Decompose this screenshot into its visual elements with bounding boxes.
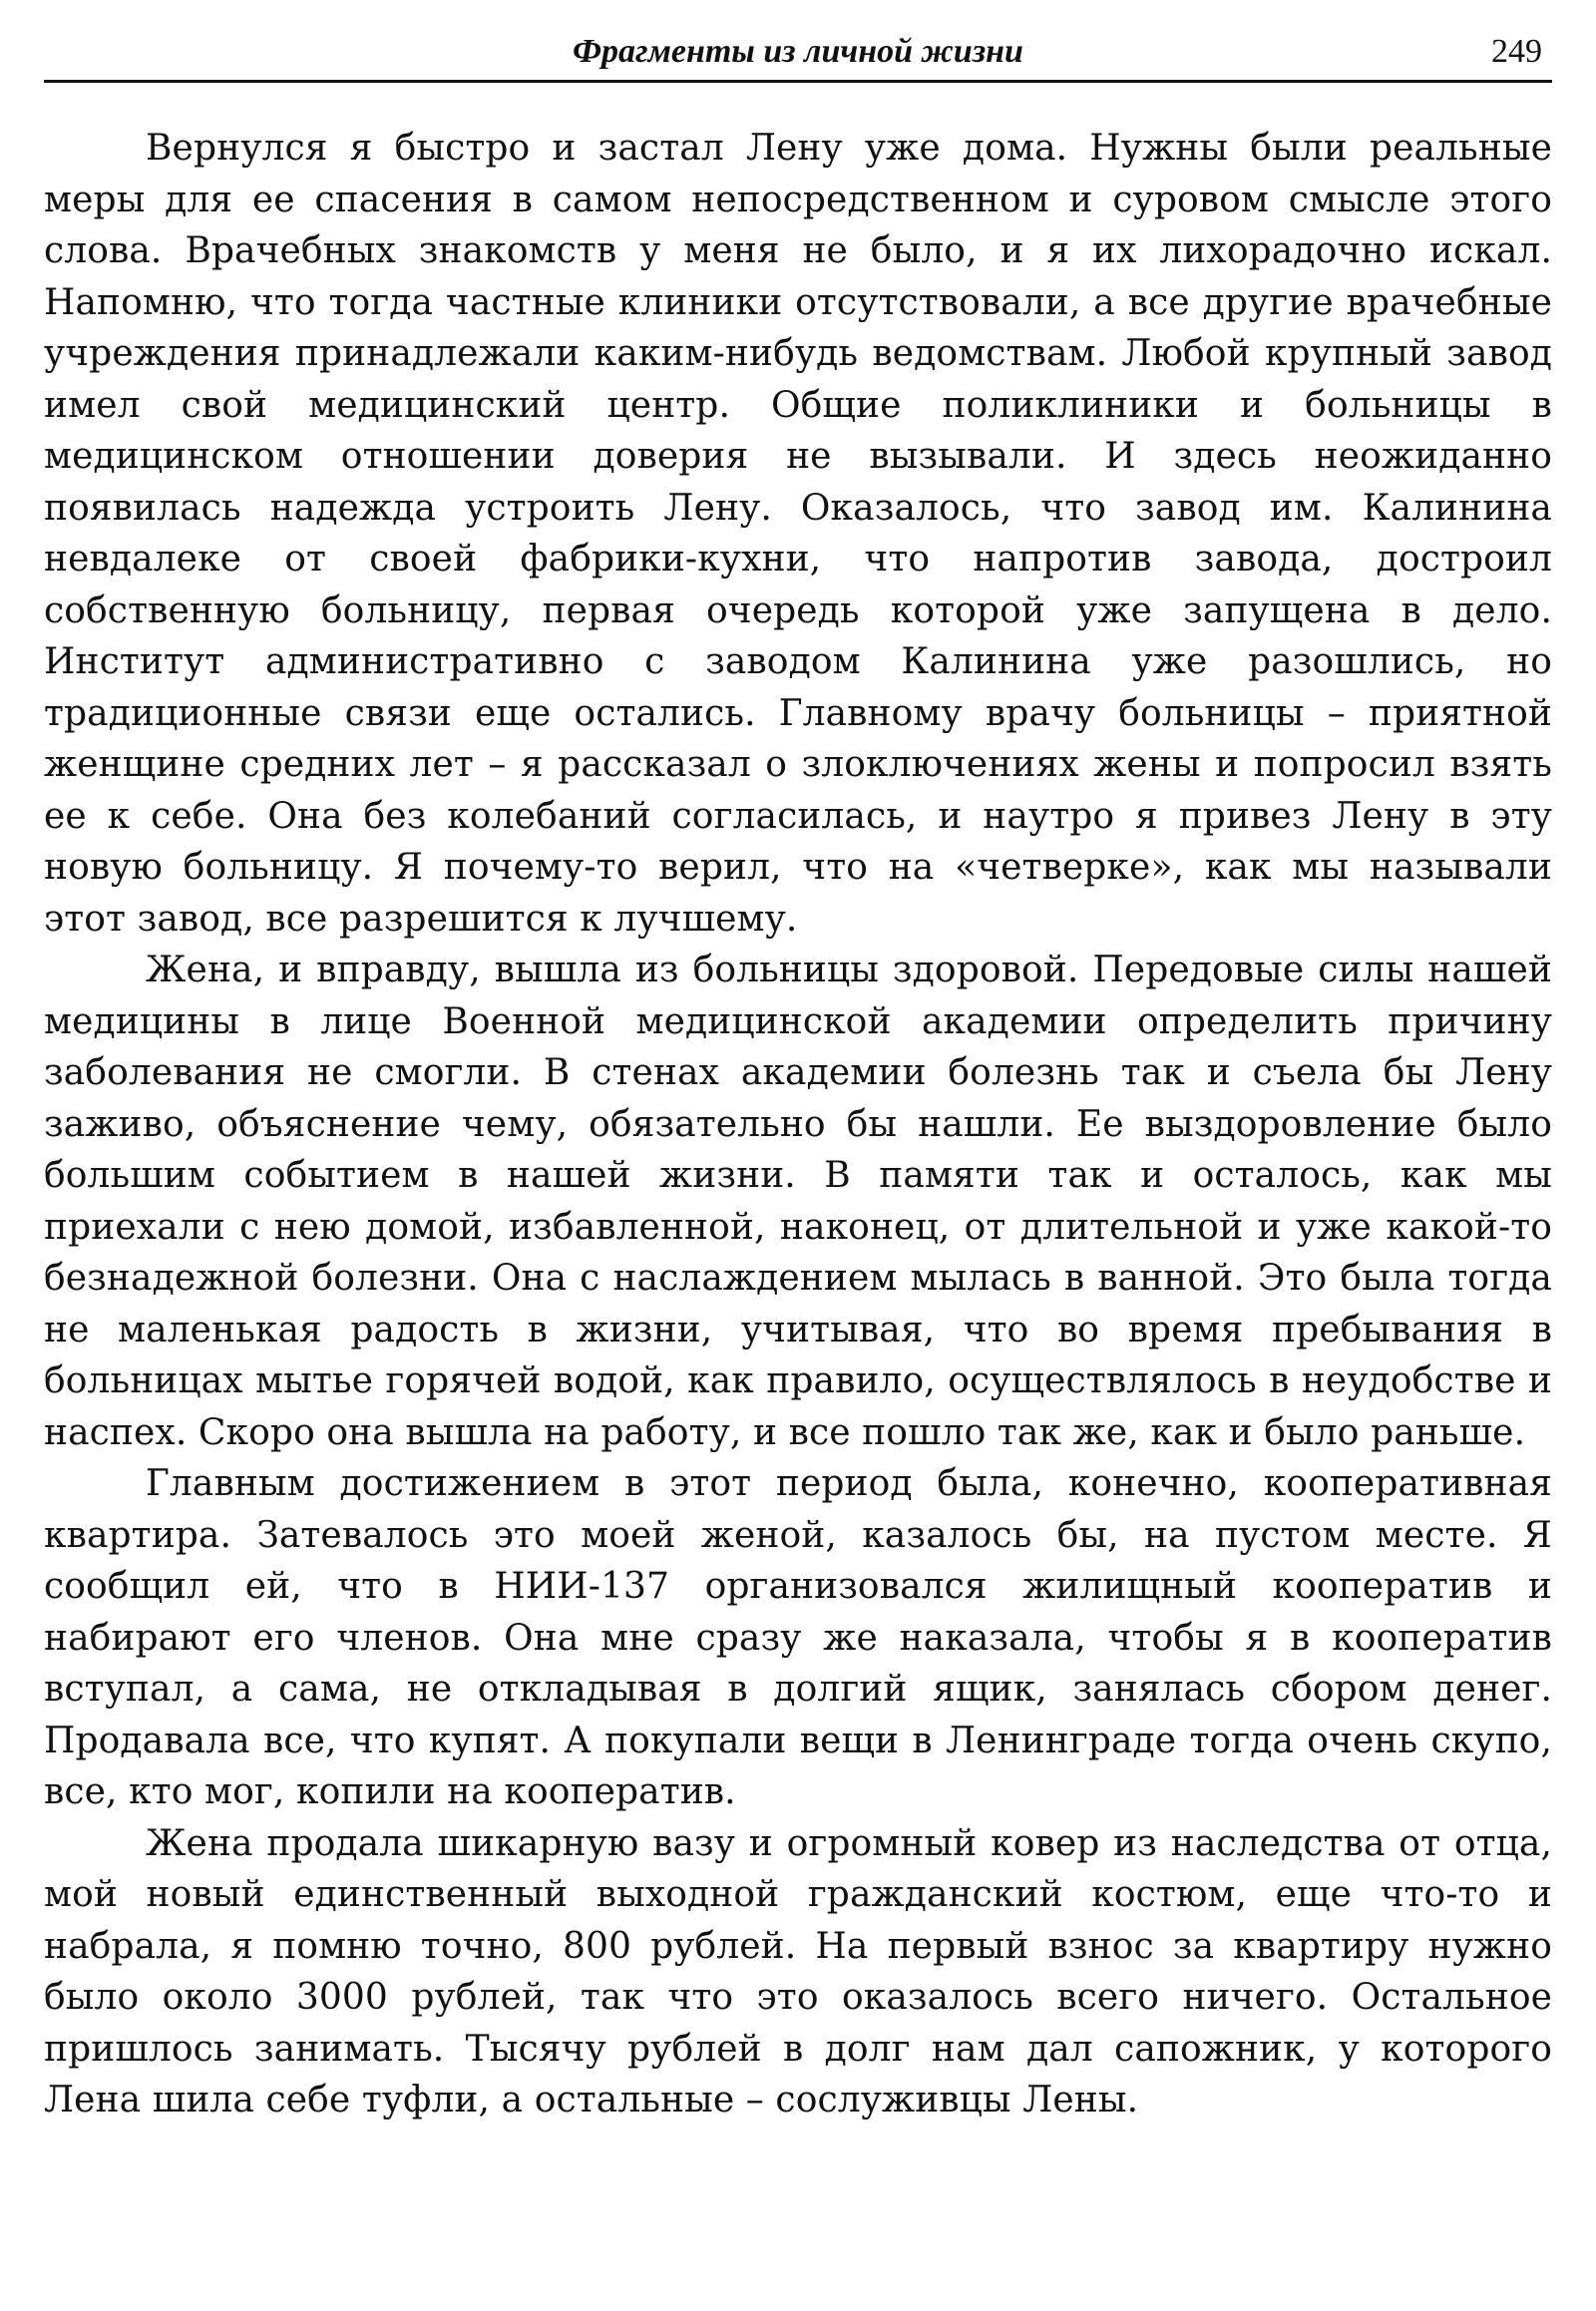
paragraph-2: Жена, и вправду, вышла из больницы здоровой. Передовые силы нашей медицины в лице Военной медицинской академии определить причину заболевания не смогли. В стенах академии болезнь так и съела бы Лену заживо, объяснение чему, обязательно бы нашли. Ее выздоровление было большим событием в нашей жизни. В памяти так и осталось, как мы приехали с нею домой, избавленной, наконец, от длительной и уже какой-то безнадежной болезни. Она с наслаждением мылась в ванной. Это была тогда не маленькая радость в жизни, учитывая, что во время пребывания в больницах мытье горячей водой, как правило, осуществлялось в неудобстве и наспех. Скоро она вышла на работу, и все пошло так же, как и было раньше. <box>44 950 1552 1453</box>
book-page <box>44 28 1552 2126</box>
body-text <box>44 123 1552 2126</box>
paragraph-1: Вернулся я быстро и застал Лену уже дома. Нужны были реальные меры для ее спасения в самом непосредственном и суровом смысле этого слова. Врачебных знакомств у меня не было, и я их лихорадочно искал. Напомню, что тогда частные клиники отсутствовали, а все другие врачебные учреждения принадлежали каким-нибудь ведомствам. Любой крупный завод имел свой медицинский центр. Общие поликлиники и больницы в медицинском отношении доверия не вызывали. И здесь неожиданно появилась надежда устроить Лену. Оказалось, что завод им. Калинина невдалеке от своей фабрики-кухни, что напротив завода, достроил собственную больницу, первая очередь которой уже запущена в дело. Институт административно с заводом Калинина уже разошлись, но традиционные связи еще остались. Главному врачу больницы – приятной женщине средних лет – я рассказал о злоключениях жены и попросил взять ее к себе. Она без колебаний согласилась, и наутро я привез Лену в эту новую больницу. Я почему-то верил, что на «четверке», как мы называли этот завод, все разрешится к лучшему. <box>44 128 1552 940</box>
running-header <box>44 28 1552 83</box>
chapter-title: Фрагменты из личной жизни <box>573 33 1023 70</box>
paragraph-4: Жена продала шикарную вазу и огромный ковер из наследства от отца, мой новый единственный выходной гражданский костюм, еще что-то и набрала, я помню точно, 800 рублей. На первый взнос за квартиру нужно было около 3000 рублей, так что это оказалось всего ничего. Остальное пришлось занимать. Тысячу рублей в долг нам дал сапожник, у которого Лена шила себе туфли, а остальные – сослуживцы Лены. <box>44 1822 1552 2120</box>
page-number: 249 <box>1491 33 1542 70</box>
paragraph-3: Главным достижением в этот период была, конечно, кооперативная квартира. Затевалось это моей женой, казалось бы, на пустом месте. Я сообщил ей, что в НИИ-137 организовался жилищный кооператив и набирают его членов. Она мне сразу же наказала, чтобы я в кооператив вступал, а сама, не откладывая в долгий ящик, занялась сбором денег. Продавала все, что купят. А покупали вещи в Ленинграде тогда очень скупо, все, кто мог, копили на кооператив. <box>44 1463 1552 1812</box>
